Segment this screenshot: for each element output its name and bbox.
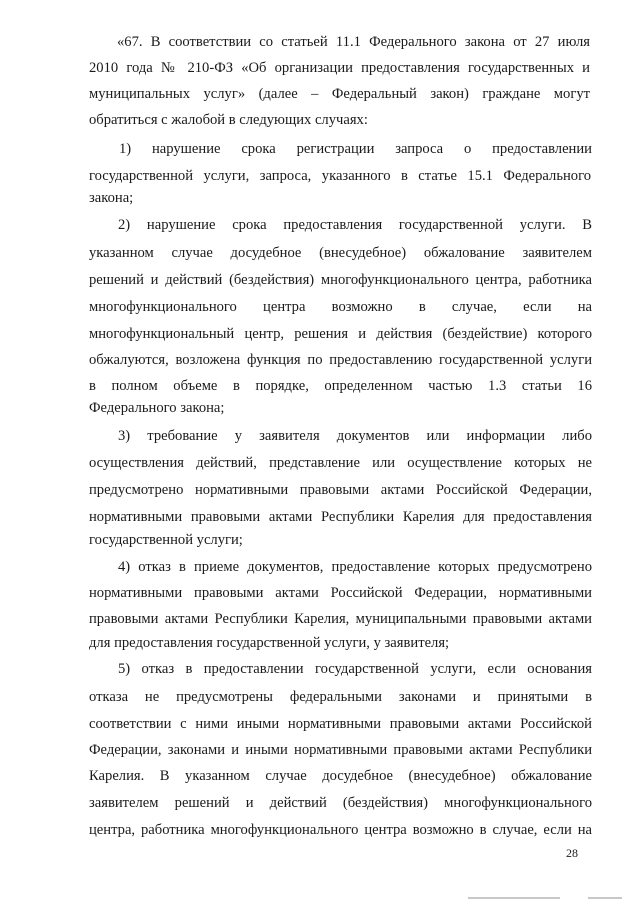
text-line: заявителем решений и действий (бездействия) многофункционального xyxy=(89,795,592,811)
text-line: государственной услуги, запроса, указанного в статье 15.1 Федерального xyxy=(89,168,591,184)
text-line: 2010 года № 210-ФЗ «Об организации предоставления государственных и xyxy=(89,60,590,76)
text-line: для предоставления государственной услуги, у заявителя; xyxy=(89,635,450,651)
page-number: 28 xyxy=(566,846,578,860)
text-line: соответствии с ними иными нормативными правовыми актами Российской xyxy=(89,716,592,732)
text-line: государственной услуги; xyxy=(89,532,243,548)
text-line: решений и действий (бездействия) многофункционального центра, работника xyxy=(89,272,592,288)
text-line: многофункционального центра возможно в случае, если на xyxy=(89,299,592,315)
text-line: 4) отказ в приеме документов, предоставление которых предусмотрено xyxy=(118,559,592,575)
text-line: Карелия. В указанном случае досудебное (внесудебное) обжалование xyxy=(89,768,592,784)
text-line: отказа не предусмотрены федеральными законами и принятыми в xyxy=(89,689,592,705)
text-line: обжалуются, возложена функция по предоставлению государственной услуги xyxy=(89,352,592,368)
text-line: 2) нарушение срока предоставления государственной услуги. В xyxy=(118,217,592,233)
text-line: центра, работника многофункционального центра возможно в случае, если на xyxy=(89,822,592,838)
text-line: 5) отказ в предоставлении государственной услуги, если основания xyxy=(118,661,592,677)
scan-artifact-line xyxy=(588,897,622,899)
scan-artifact-line xyxy=(468,897,560,899)
text-line: осуществления действий, представление или осуществление которых не xyxy=(89,455,592,471)
text-line: закона; xyxy=(89,190,134,206)
text-line: многофункциональный центр, решения и действия (бездействие) которого xyxy=(89,326,592,342)
text-line: нормативными правовыми актами Республики Карелия для предоставления xyxy=(89,509,592,525)
text-line: правовыми актами Республики Карелия, муниципальными правовыми актами xyxy=(89,611,592,627)
text-line: нормативными правовыми актами Российской Федерации, нормативными xyxy=(89,585,592,601)
text-line: указанном случае досудебное (внесудебное) обжалование заявителем xyxy=(89,245,592,261)
text-line: 3) требование у заявителя документов или информации либо xyxy=(118,428,592,444)
text-line: предусмотрено нормативными правовыми актами Российской Федерации, xyxy=(89,482,592,498)
text-line: муниципальных услуг» (далее – Федеральный закон) граждане могут xyxy=(89,86,590,102)
text-line: Федерального закона; xyxy=(89,400,225,416)
text-line: Федерации, законами и иными нормативными правовыми актами Республики xyxy=(89,742,592,758)
text-line: в полном объеме в порядке, определенном частью 1.3 статьи 16 xyxy=(89,378,592,394)
text-line: «67. В соответствии со статьей 11.1 Федерального закона от 27 июля xyxy=(117,34,590,50)
text-line: обратиться с жалобой в следующих случаях: xyxy=(89,112,368,128)
text-line: 1) нарушение срока регистрации запроса о предоставлении xyxy=(119,141,592,157)
